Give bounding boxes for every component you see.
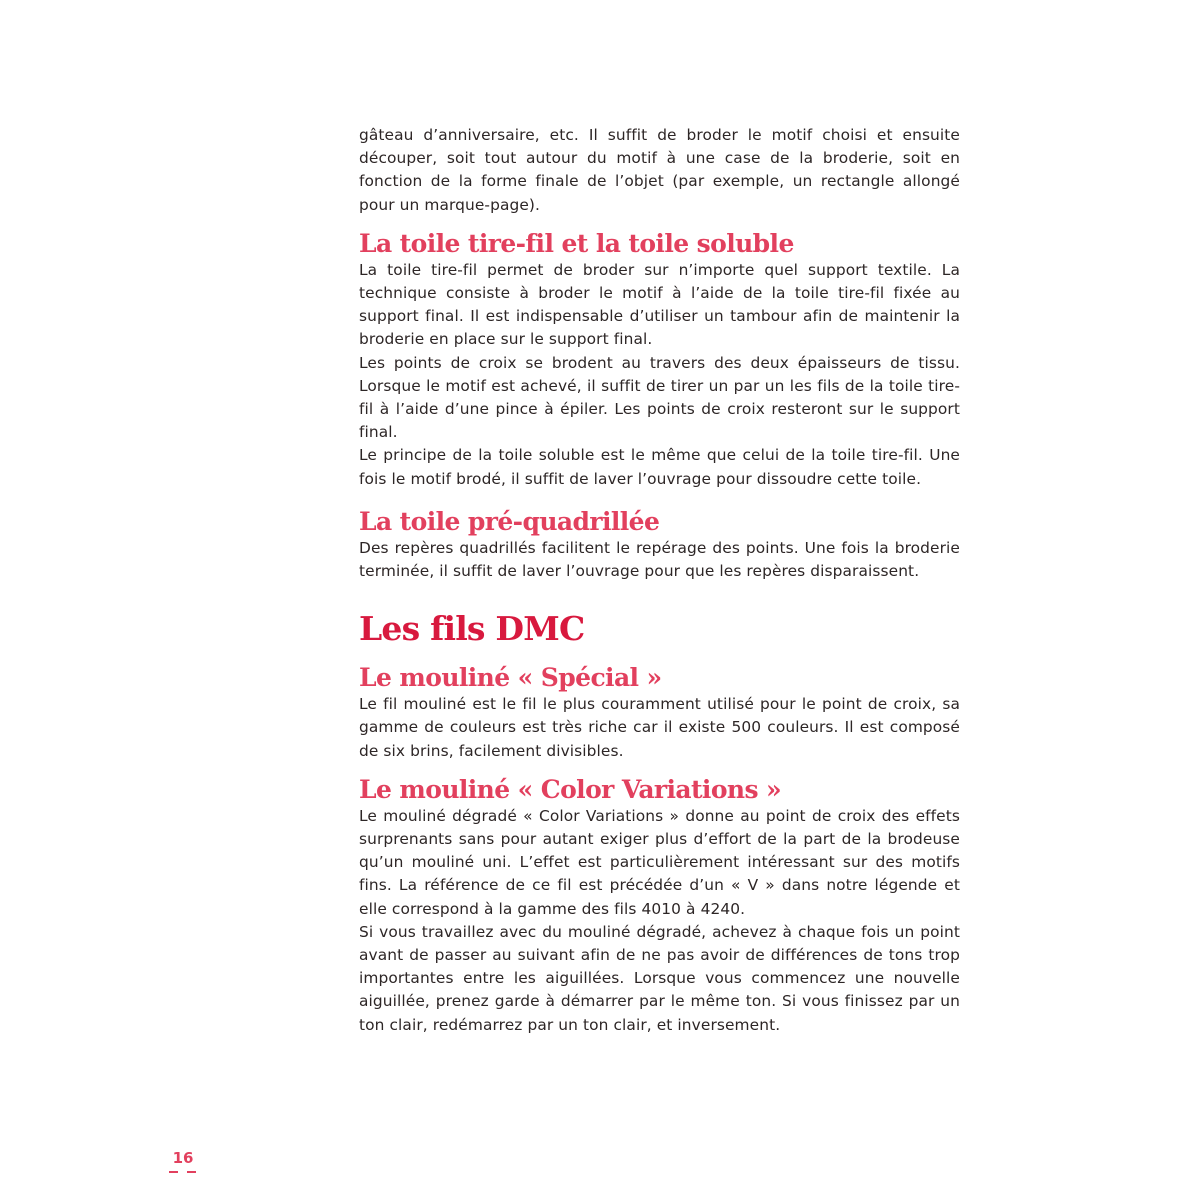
moulin-special-paragraph: Le fil mouliné est le fil le plus couramment utilisé pour le point de croix, sa gamme de couleurs est très riche car il existe 500 couleurs. Il est composé de six brins, facilement divisibles. <box>359 695 960 760</box>
section-moulin-special <box>359 663 960 763</box>
color-variations-paragraph-1: Le mouliné dégradé « Color Variations » donne au point de croix des effets surprenants sans pour autant exiger plus d’effort de la part de la brodeuse qu’un mouliné uni. L’effet est particulièrement intéressant sur des motifs fins. La référence de ce fil est précédée d’un « V » dans notre légende et elle correspond à la gamme des fils 4010 à 4240. <box>359 806 960 918</box>
section-tire-fil <box>359 229 960 491</box>
heading-tire-fil: La toile tire-fil et la toile soluble <box>359 228 794 258</box>
intro-paragraph: gâteau d’anniversaire, etc. Il suffit de broder le motif choisi et ensuite découper, soit tout autour du motif à une case de la broderie, soit en fonction de la forme finale de l’objet (par exemple, un rectangle allongé pour un marque-page). <box>359 126 960 214</box>
tire-fil-paragraph-3: Le principe de la toile soluble est le même que celui de la toile tire-fil. Une fois le motif brodé, il suffit de laver l’ouvrage pour dissoudre cette toile. <box>359 446 960 488</box>
heading-color-variations: Le mouliné « Color Variations » <box>359 774 782 804</box>
heading-moulin-special: Le mouliné « Spécial » <box>359 663 662 693</box>
heading-fils-dmc: Les fils DMC <box>359 609 585 649</box>
page-number: 16 <box>172 1149 194 1167</box>
section-color-variations <box>359 775 960 1037</box>
pre-quadrillee-paragraph: Des repères quadrillés facilitent le repérage des points. Une fois la broderie terminée, il suffit de laver l’ouvrage pour que les repères disparaissent. <box>359 538 960 581</box>
tire-fil-paragraph-1: La toile tire-fil permet de broder sur n’importe quel support textile. La technique consiste à broder le motif à l’aide de la toile tire-fil fixée au support final. Il est indispensable d’utiliser un tambour afin de maintenir la broderie en place sur le support final. <box>359 260 960 349</box>
heading-pre-quadrillee: La toile pré-quadrillée <box>359 506 660 536</box>
page-number-rule-left <box>169 1171 178 1173</box>
section-fils-dmc <box>359 609 960 1037</box>
tire-fil-paragraph-2: Les points de croix se brodent au travers des deux épaisseurs de tissu. Lorsque le motif est achevé, il suffit de tirer un par un les fils de la toile tire-fil à l’aide d’une pince à épiler. Les points de croix resteront sur le support final. <box>359 353 960 442</box>
page-content <box>359 124 960 1037</box>
section-pre-quadrillee <box>359 507 960 583</box>
color-variations-paragraph-2: Si vous travaillez avec du mouliné dégradé, achevez à chaque fois un point avant de passer au suivant afin de ne pas avoir de différences de tons trop importantes entre les aiguillées. Lorsque vous commencez une nouvelle aiguillée, prenez garde à démarrer par le même ton. Si vous finissez par un ton clair, redémarrez par un ton clair, et inversement. <box>359 922 960 1034</box>
page-number-rule-right <box>187 1171 196 1173</box>
